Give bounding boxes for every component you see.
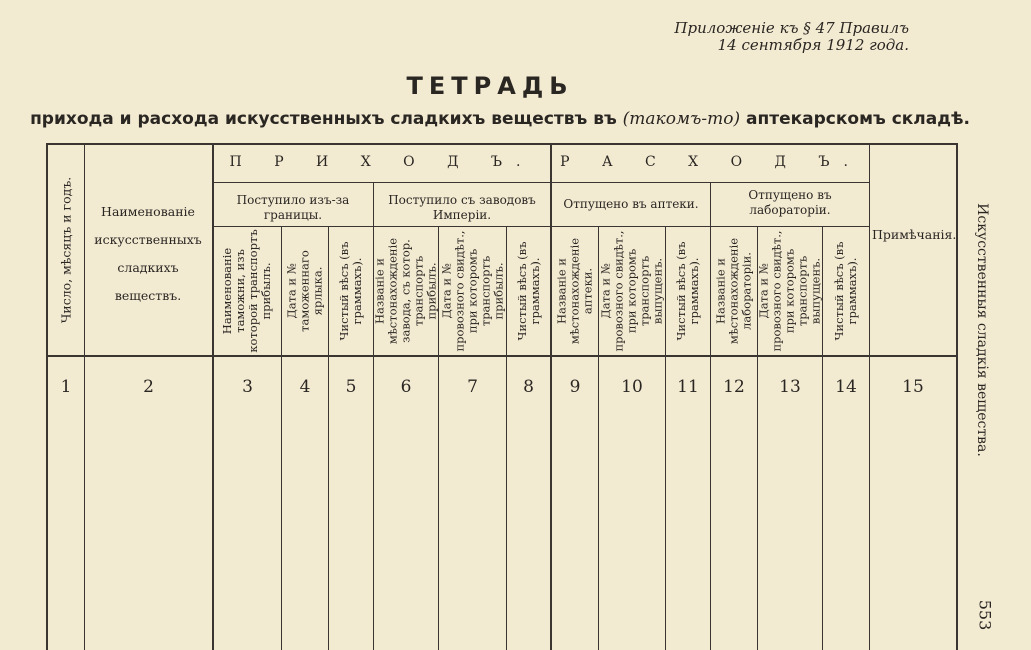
subheader-9: Названіе и мѣстонахожденіе аптеки. xyxy=(554,237,595,345)
income-group-domestic: Поступило съ заводовъ Имперіи. xyxy=(388,193,536,222)
expense-header: Р А С Х О Д Ъ. xyxy=(560,154,862,170)
subheader-cell-4 xyxy=(282,227,328,355)
income-header: П Р И Х О Д Ъ. xyxy=(229,154,535,170)
group-rule-income xyxy=(212,182,550,183)
subheader-12: Названіе и мѣстонахожденіе лабораторіи. xyxy=(713,237,754,345)
side-caption-cell xyxy=(942,200,1022,460)
column-number-13: 13 xyxy=(779,377,801,397)
expense-group-laboratories: Отпущено въ лабораторіи. xyxy=(748,188,832,217)
column-number-6: 6 xyxy=(400,377,412,397)
subtitle-after: аптекарскомъ складѣ. xyxy=(740,109,970,129)
subheader-5: Чистый вѣсъ (въ граммахъ). xyxy=(337,241,364,341)
subheader-cell-6 xyxy=(374,227,438,355)
subheader-3: Наименованіе таможни, изъ которой транспортъ прибылъ. xyxy=(220,229,273,353)
column-number-5: 5 xyxy=(345,377,357,397)
col2-header: Наименованіе искусственныхъ сладкихъ веществъ. xyxy=(94,204,202,303)
appendix-line-2: 14 сентября 1912 года. xyxy=(717,36,909,54)
subheader-4: Дата и № таможеннаго ярлыка. xyxy=(284,250,325,332)
subheader-cell-11 xyxy=(666,227,710,355)
column-number-12: 12 xyxy=(723,377,745,397)
column-number-11: 11 xyxy=(677,377,699,397)
subheader-13: Дата и № провозного свидѣт., при которомъ транспортъ выпущенъ. xyxy=(756,230,823,352)
column-number-14: 14 xyxy=(835,377,857,397)
subheader-cell-13 xyxy=(758,227,822,355)
subheader-cell-10 xyxy=(599,227,665,355)
income-group-foreign: Поступило изъ-за границы. xyxy=(236,193,350,222)
column-number-7: 7 xyxy=(467,377,478,397)
column-number-4: 4 xyxy=(299,377,311,397)
side-caption: Искусственныя сладкія вещества. xyxy=(974,203,990,457)
column-number-10: 10 xyxy=(621,377,643,397)
subheader-cell-9 xyxy=(552,227,598,355)
table-top-rule xyxy=(46,143,958,145)
document-title: ТЕТРАДЬ xyxy=(406,72,574,100)
subheader-cell-14 xyxy=(823,227,869,355)
subheader-cell-12 xyxy=(711,227,757,355)
subheader-10: Дата и № провозного свидѣт., при которомъ транспортъ выпущенъ. xyxy=(598,230,665,352)
subheader-6: Названіе и мѣстонахожденіе завода, съ котор. транспортъ прибылъ. xyxy=(372,237,439,345)
subtitle-before: прихода и расхода искусственныхъ сладкихъ веществъ въ xyxy=(30,109,623,129)
page-number-cell xyxy=(960,590,1010,640)
subheader-cell-7 xyxy=(439,227,506,355)
appendix-line-1: Приложеніе къ § 47 Правилъ xyxy=(674,19,909,37)
subheader-8: Чистый вѣсъ (въ граммахъ). xyxy=(514,241,542,341)
subheader-14: Чистый вѣсъ (въ граммахъ). xyxy=(832,241,859,341)
expense-group-pharmacies: Отпущено въ аптеки. xyxy=(563,197,699,211)
remarks-header: Примѣчанія. xyxy=(872,227,957,242)
column-number-3: 3 xyxy=(242,377,253,397)
column-number-1: 1 xyxy=(60,377,72,397)
column-number-9: 9 xyxy=(569,377,581,397)
subheader-cell-5 xyxy=(329,227,373,355)
subtitle-placeholder: (такомъ-то) xyxy=(622,109,741,129)
column-number-8: 8 xyxy=(523,377,534,397)
page-number: 553 xyxy=(975,599,995,631)
column-number-2: 2 xyxy=(143,377,154,397)
subheader-cell-3 xyxy=(213,227,281,355)
subheader-cell-8 xyxy=(507,227,550,355)
subheader-7: Дата и № провозного свидѣт., при которомъ транспортъ прибылъ. xyxy=(439,230,505,352)
column-number-15: 15 xyxy=(902,377,924,397)
subheader-11: Чистый вѣсъ (въ граммахъ). xyxy=(674,241,701,341)
col1-header: Число, мѣсяцъ и годъ. xyxy=(58,176,74,324)
col1-header-cell xyxy=(48,145,84,355)
